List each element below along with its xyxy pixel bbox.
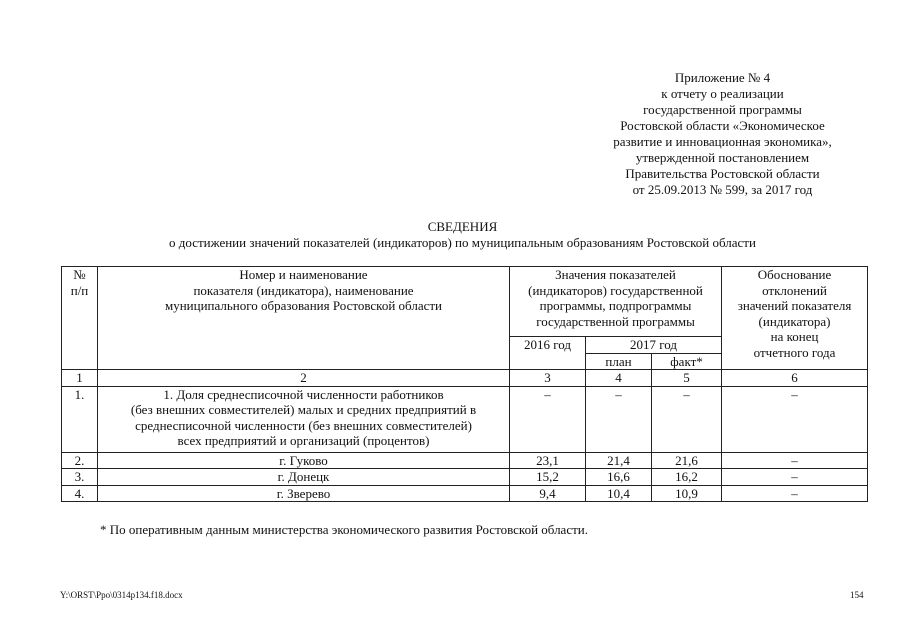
row-value-plan: 21,4 — [586, 452, 652, 469]
col-number: 5 — [652, 370, 722, 387]
col-number: 6 — [722, 370, 868, 387]
title-main: СВЕДЕНИЯ — [427, 219, 498, 234]
footer-file-path: Y:\ORST\Ppo\0314p134.f18.docx — [60, 590, 183, 600]
row-number: 2. — [62, 452, 98, 469]
appendix-line: развитие и инновационная экономика», — [613, 134, 832, 149]
header-reason: Обоснование отклонений значений показателя (индикатора) на конец отчетного года — [722, 267, 868, 370]
appendix-line: государственной программы — [643, 102, 802, 117]
row-value-2016: 15,2 — [510, 469, 586, 486]
header-values: Значения показателей (индикаторов) государственной программы, подпрограммы государственной программы — [510, 267, 722, 337]
col-number: 4 — [586, 370, 652, 387]
header-fact: факт* — [652, 353, 722, 370]
header-year-2016: 2016 год — [510, 337, 586, 370]
table-row — [62, 485, 868, 502]
appendix-line: Ростовской области «Экономическое — [620, 118, 825, 133]
appendix-line: Приложение № 4 — [674, 70, 771, 85]
row-number: 4. — [62, 485, 98, 502]
row-name: г. Зверево — [98, 485, 510, 502]
footer-page-number: 154 — [850, 590, 864, 600]
header-year-2017: 2017 год — [586, 337, 722, 354]
appendix-line: Правительства Ростовской области — [625, 166, 820, 181]
col-number: 1 — [62, 370, 98, 387]
appendix-block — [560, 70, 885, 198]
row-name: г. Донецк — [98, 469, 510, 486]
row-name: г. Гуково — [98, 452, 510, 469]
appendix-line: к отчету о реализации — [661, 86, 784, 101]
row-reason: – — [722, 485, 868, 502]
row-value-plan: 10,4 — [586, 485, 652, 502]
document-title — [60, 219, 865, 251]
appendix-line: утвержденной постановлением — [635, 150, 810, 165]
row-value-fact: 16,2 — [652, 469, 722, 486]
row-value-2016: – — [510, 386, 586, 452]
title-subtitle: о достижении значений показателей (индикаторов) по муниципальным образованиям Ростовской области — [169, 235, 756, 250]
appendix-line: от 25.09.2013 № 599, за 2017 год — [632, 182, 813, 197]
column-number-row — [62, 370, 868, 387]
row-name: 1. Доля среднесписочной численности работников (без внешних совместителей) малых и средних предприятий в среднесписочной численности (без внешних совместителей) всех предприятий и организаций (процентов) — [98, 386, 510, 452]
row-reason: – — [722, 452, 868, 469]
row-value-fact: 21,6 — [652, 452, 722, 469]
row-value-fact: – — [652, 386, 722, 452]
header-number: № п/п — [62, 267, 98, 370]
row-value-2016: 23,1 — [510, 452, 586, 469]
row-reason: – — [722, 386, 868, 452]
row-value-plan: – — [586, 386, 652, 452]
row-number: 1. — [62, 386, 98, 452]
table-row — [62, 386, 868, 452]
row-value-fact: 10,9 — [652, 485, 722, 502]
col-number: 2 — [98, 370, 510, 387]
row-value-plan: 16,6 — [586, 469, 652, 486]
header-plan: план — [586, 353, 652, 370]
row-reason: – — [722, 469, 868, 486]
table-row — [62, 469, 868, 486]
footnote: * По оперативным данным министерства экономического развития Ростовской области. — [100, 522, 588, 537]
col-number: 3 — [510, 370, 586, 387]
row-value-2016: 9,4 — [510, 485, 586, 502]
table-row — [62, 452, 868, 469]
row-number: 3. — [62, 469, 98, 486]
header-indicator-name: Номер и наименование показателя (индикатора), наименование муниципального образования Ростовской области — [98, 267, 510, 370]
indicators-table — [61, 266, 868, 502]
